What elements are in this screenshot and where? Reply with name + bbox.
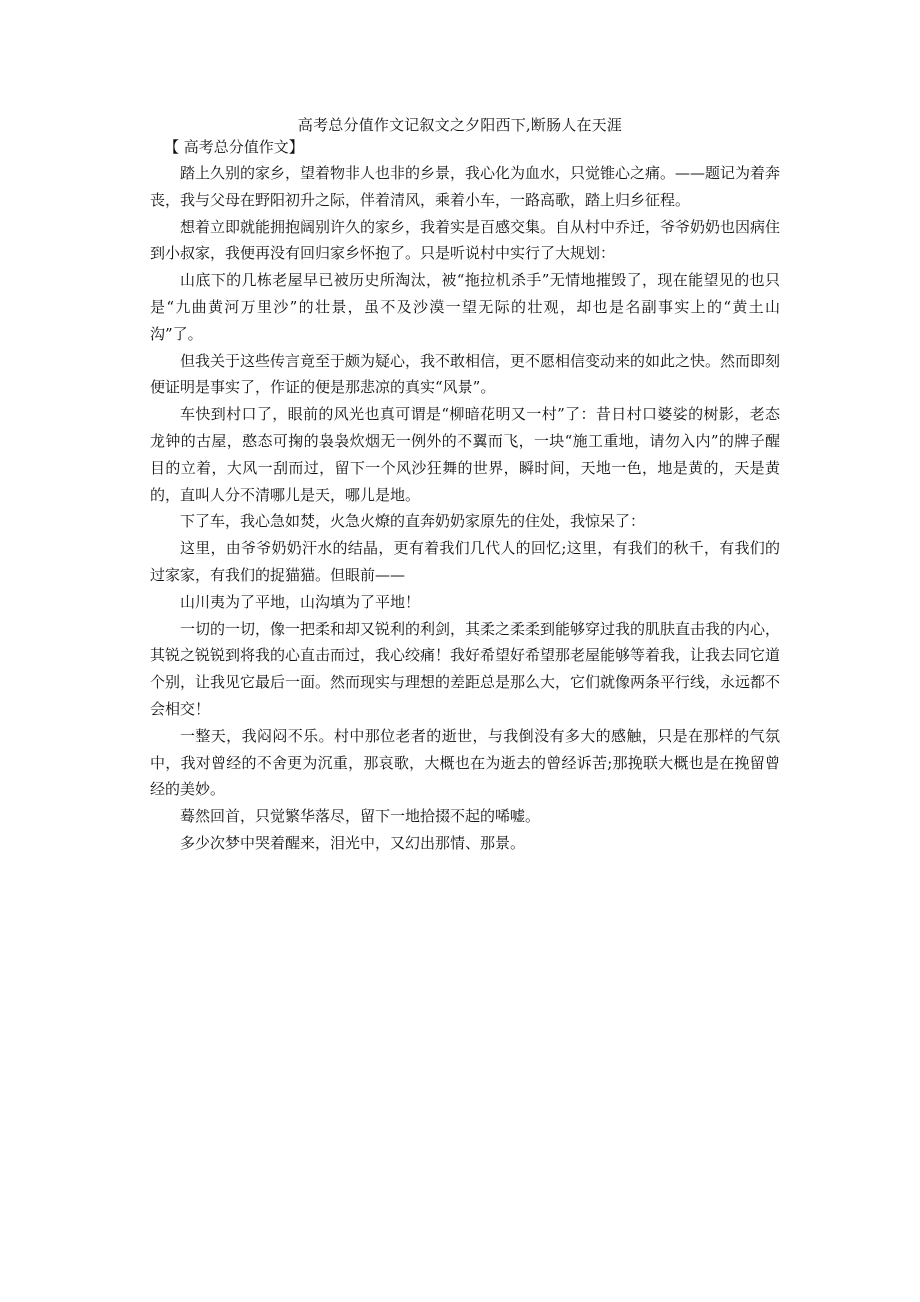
paragraph: 车快到村口了，眼前的风光也真可谓是“柳暗花明又一村”了：昔日村口婆娑的树影，老态龙钟的古屋，憨态可掬的袅袅炊烟无一例外的不翼而飞，一块“施工重地，请勿入内”的牌子醒目的立着，大风一刮而过，留下一个风沙狂舞的世界，瞬时间，天地一色，地是黄的，天是黄的，直叫人分不清哪儿是天，哪儿是地。 [150,405,780,504]
paragraph: 但我关于这些传言竟至于颇为疑心，我不敢相信，更不愿相信变动来的如此之快。然而即刻便证明是事实了，作证的便是那悲凉的真实“风景”。 [150,351,781,397]
paragraph: 蓦然回首，只觉繁华落尽，留下一地拾掇不起的唏嘘。 [180,807,541,826]
document-subtitle: 【 高考总分值作文】 [164,138,304,156]
paragraph: 想着立即就能拥抱阔别许久的家乡，我着实是百感交集。自从村中乔迁，爷爷奶奶也因病住到小叔家，我便再没有回归家乡怀抱了。只是听说村中实行了大规划： [150,217,781,263]
document-body [150,160,780,857]
paragraph: 下了车，我心急如焚，火急火燎的直奔奶奶家原先的住处，我惊呆了： [180,512,646,531]
paragraph: 踏上久别的家乡，望着物非人也非的乡景，我心化为血水，只觉锥心之痛。——题记为着奔丧，我与父母在野阳初升之际，伴着清风，乘着小车，一路高歌，踏上归乡征程。 [150,164,781,209]
paragraph: 一切的一切，像一把柔和却又锐利的利剑，其柔之柔柔到能够穿过我的肌肤直击我的内心，其锐之锐锐到将我的心直击而过，我心绞痛！我好希望好希望那老屋能够等着我，让我去同它道个别，让我见它最后一面。然而现实与理想的差距总是那么大，它们就像两条平行线，永远都不会相交！ [150,619,781,718]
paragraph: 多少次梦中哭着醒来，泪光中，又幻出那情、那景。 [180,833,526,852]
paragraph: 这里，由爷爷奶奶汗水的结晶，更有着我们几代人的回忆;这里，有我们的秋千，有我们的过家家，有我们的捉猫猫。但眼前—— [150,539,780,584]
paragraph: 山川夷为了平地，山沟填为了平地！ [180,592,421,611]
paragraph: 山底下的几栋老屋早已被历史所淘汰，被“拖拉机杀手”无情地摧毁了，现在能望见的也只是“九曲黄河万里沙”的壮景，虽不及沙漠一望无际的壮观，却也是名副事实上的“黄土山沟”了。 [150,271,780,343]
paragraph: 一整天，我闷闷不乐。村中那位老者的逝世，与我倒没有多大的感触，只是在那样的气氛中，我对曾经的不舍更为沉重，那哀歌，大概也在为逝去的曾经诉苦;那挽联大概也是在挽留曾经的美妙。 [150,726,780,799]
document-title: 高考总分值作文记叙文之夕阳西下,断肠人在天涯 [297,116,623,134]
